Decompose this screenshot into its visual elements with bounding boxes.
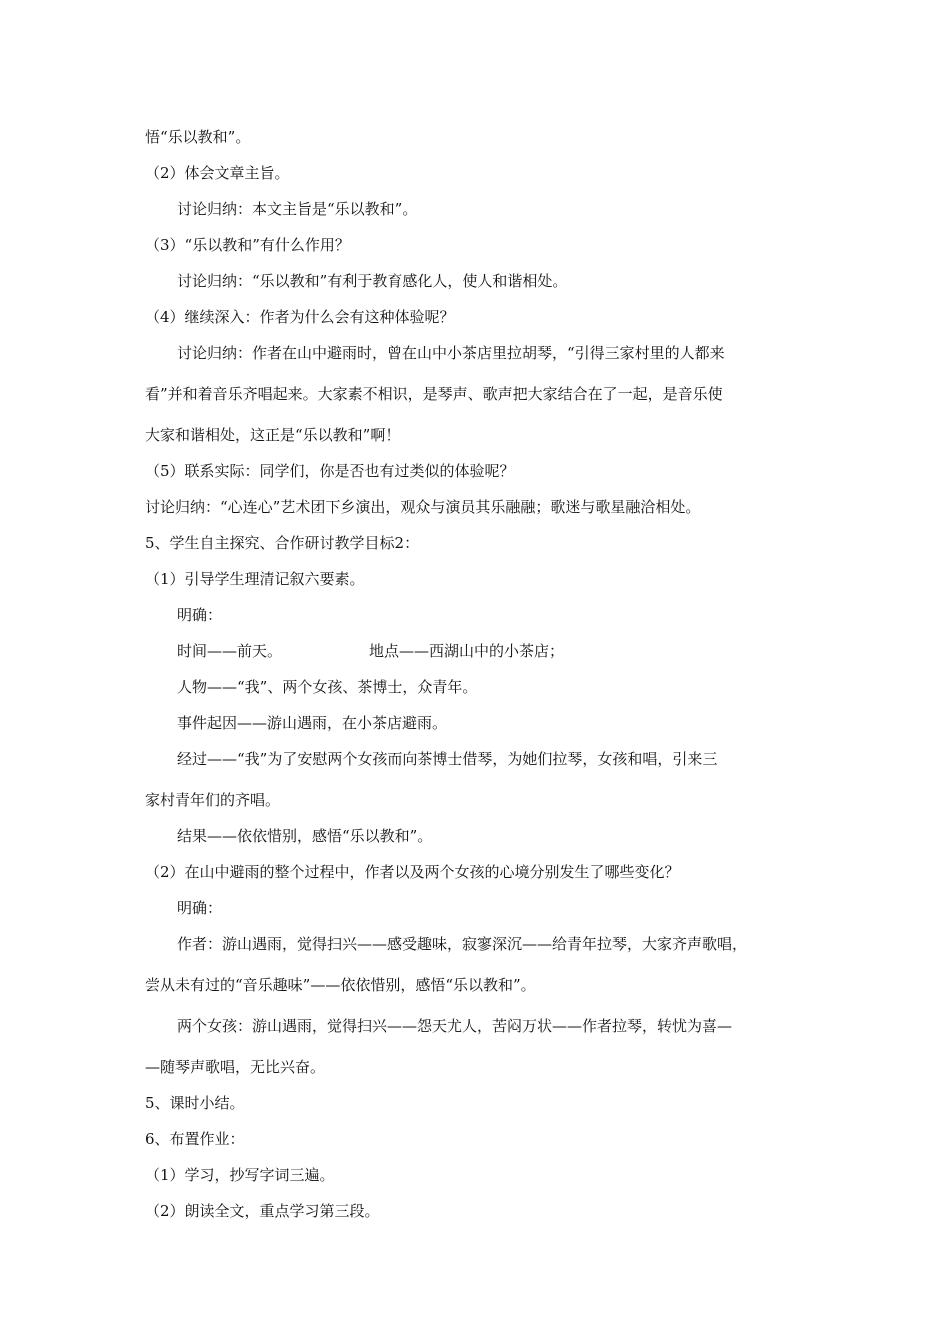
section-heading: 5、课时小结。	[145, 1094, 245, 1112]
text-line: 家村青年们的齐唱。	[145, 791, 281, 809]
text-line: 大家和谐相处，这正是“乐以教和”啊！	[145, 426, 401, 444]
text-line: 人物——“我”、两个女孩、茶博士，众青年。	[177, 678, 478, 696]
text-line: 讨论归纳：作者在山中避雨时，曾在山中小茶店里拉胡琴，“引得三家村里的人都来	[177, 344, 725, 362]
text-line: 尝从未有过的“音乐趣味”——依依惜别，感悟“乐以教和”。	[145, 976, 536, 994]
text-line: 事件起因——游山遇雨，在小茶店避雨。	[177, 714, 448, 732]
text-line: 悟“乐以教和”。	[145, 128, 251, 146]
text-line: （1）引导学生理清记叙六要素。	[145, 570, 365, 588]
text-line: （1）学习，抄写字词三遍。	[145, 1166, 335, 1184]
text-line: 两个女孩：游山遇雨，觉得扫兴——怨天尤人，苦闷万状——作者拉琴，转忧为喜—	[177, 1017, 733, 1035]
text-line: （3）“乐以教和”有什么作用？	[145, 236, 350, 254]
text-line: （2）体会文章主旨。	[145, 164, 290, 182]
text-line: 作者：游山遇雨，觉得扫兴——感受趣味，寂寥深沉——给青年拉琴，大家齐声歌唱，	[177, 935, 748, 953]
text-line: （4）继续深入：作者为什么会有这种体验呢？	[145, 308, 455, 326]
section-heading: 6、布置作业：	[145, 1130, 245, 1148]
text-line: 经过——“我”为了安慰两个女孩而向茶博士借琴，为她们拉琴，女孩和唱，引来三	[177, 750, 718, 768]
text-line: 时间——前天。	[177, 642, 283, 660]
text-line: （5）联系实际：同学们，你是否也有过类似的体验呢？	[145, 462, 515, 480]
text-line: 明确：	[177, 606, 223, 624]
text-line: 结果——依依惜别，感悟“乐以教和”。	[177, 827, 433, 845]
text-line: 讨论归纳：“心连心”艺术团下乡演出，观众与演员其乐融融；歌迷与歌星融洽相处。	[145, 498, 701, 516]
text-line: （2）在山中避雨的整个过程中，作者以及两个女孩的心境分别发生了哪些变化？	[145, 863, 680, 881]
text-line: （2）朗读全文，重点学习第三段。	[145, 1202, 380, 1220]
text-line: 讨论归纳：本文主旨是“乐以教和”。	[177, 200, 418, 218]
text-line: 地点——西湖山中的小茶店；	[369, 642, 565, 660]
text-line: —随琴声歌唱，无比兴奋。	[145, 1058, 326, 1076]
text-line: 看”并和着音乐齐唱起来。大家素不相识，是琴声、歌声把大家结合在了一起，是音乐使	[145, 385, 723, 403]
text-line: 讨论归纳：“乐以教和”有利于教育感化人，使人和谐相处。	[177, 272, 568, 290]
text-line: 明确：	[177, 899, 223, 917]
section-heading: 5、学生自主探究、合作研讨教学目标2：	[145, 534, 420, 552]
